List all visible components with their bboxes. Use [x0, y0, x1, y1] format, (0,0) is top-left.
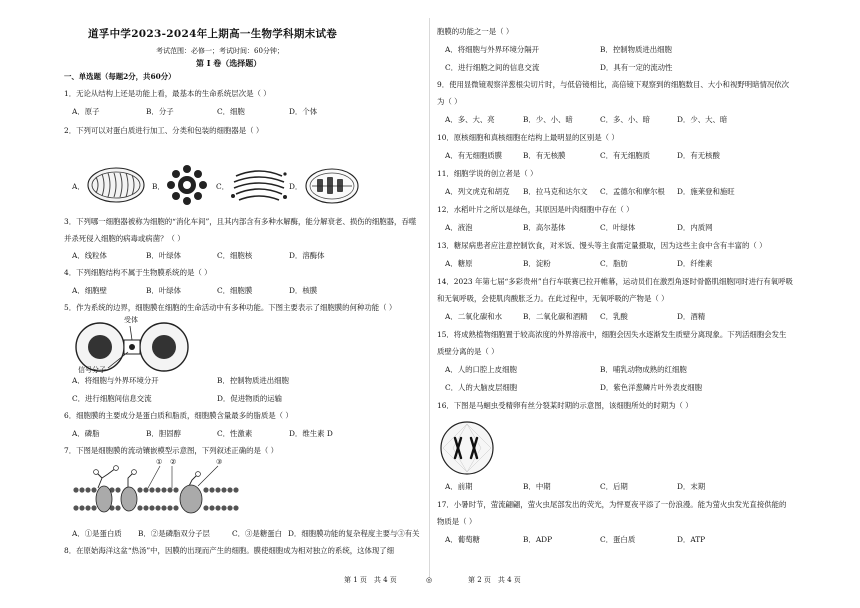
q5-option-d[interactable]: D．促进物质的运输 [217, 394, 283, 403]
golgi-apparatus-illustration [230, 166, 288, 206]
q8-option-d[interactable]: D．具有一定的流动性 [600, 63, 673, 72]
q17-option-b[interactable]: B．ADP [523, 535, 553, 544]
q9-option-d[interactable]: D．少、大、暗 [677, 115, 728, 124]
q3-option-c[interactable]: C．细胞核 [217, 251, 253, 260]
q14-option-d[interactable]: D．酒精 [677, 312, 706, 321]
question-6-stem: 6．细胞膜的主要成分是蛋白质和脂质，细胞膜含量最多的脂质是（ ） [64, 411, 293, 420]
q15-option-a[interactable]: A．人的口腔上皮细胞 [445, 365, 517, 374]
question-14-line-2: 和无氧呼吸，会使肌肉酸胀乏力。在此过程中，无氧呼吸的产物是（ ） [437, 294, 669, 303]
q12-option-d[interactable]: D．内质网 [677, 223, 713, 232]
question-3-line-1: 3．下列哪一细胞器被称为细胞的“消化车间”，且其内部含有多种水解酶，能分解衰老、损伤的细胞器，吞噬 [64, 217, 417, 226]
q6-option-c[interactable]: C．性激素 [217, 429, 253, 438]
q6-option-d[interactable]: D．维生素 D [289, 429, 333, 438]
q13-option-c[interactable]: C．脂肪 [600, 259, 628, 268]
q11-option-b[interactable]: B．拉马克和达尔文 [523, 187, 588, 196]
fluid-mosaic-model-illustration [68, 458, 243, 520]
question-16-stem: 16．下图是马蛔虫受精卵有丝分裂某时期的示意图，该细胞所处的时期为（ ） [437, 401, 693, 410]
q8-option-a[interactable]: A．将细胞与外界环境分隔开 [445, 45, 540, 54]
column-divider [429, 18, 430, 578]
q4-option-b[interactable]: B．叶绿体 [146, 286, 181, 295]
question-9-line-1: 9．使用显微镜观察洋葱根尖切片时，与低倍镜相比，高倍镜下观察到的细胞数目、大小和视野明暗情况依次 [437, 80, 790, 89]
q1-option-d[interactable]: D．个体 [289, 107, 318, 116]
mitochondrion-illustration [86, 165, 146, 205]
q1-option-a[interactable]: A．原子 [72, 107, 100, 116]
q3-option-b[interactable]: B．叶绿体 [146, 251, 181, 260]
q14-option-c[interactable]: C．乳酸 [600, 312, 628, 321]
q1-option-c[interactable]: C．细胞 [217, 107, 245, 116]
question-13-stem: 13．糖尿病患者应注意控制饮食，对米饭、馒头等主食需定量摄取，因为这些主食中含有丰富的（ ） [437, 241, 767, 250]
q2-label-c[interactable]: C． [216, 182, 230, 191]
q15-option-c[interactable]: C．人的大脑皮层细胞 [445, 383, 518, 392]
q17-option-c[interactable]: C．蛋白质 [600, 535, 636, 544]
question-2-stem: 2．下列可以对蛋白质进行加工、分类和包装的细胞器是（ ） [64, 126, 264, 135]
q10-option-c[interactable]: C．有无细胞质 [600, 151, 650, 160]
q17-option-a[interactable]: A．葡萄糖 [445, 535, 480, 544]
q13-option-b[interactable]: B．淀粉 [523, 259, 551, 268]
question-11-stem: 11．细胞学说的创立者是（ ） [437, 169, 538, 178]
q16-option-c[interactable]: C．后期 [600, 482, 628, 491]
q11-option-a[interactable]: A．列文虎克和胡克 [445, 187, 510, 196]
volume-heading: 第 I 卷（选择题） [196, 58, 262, 68]
q15-option-d[interactable]: D．紫色洋葱鳞片叶外表皮细胞 [600, 383, 703, 392]
q12-option-b[interactable]: B．高尔基体 [523, 223, 566, 232]
q3-option-a[interactable]: A．线粒体 [72, 251, 107, 260]
q10-option-b[interactable]: B．有无核膜 [523, 151, 566, 160]
question-9-line-2: 为（ ） [437, 97, 462, 106]
exam-title: 道孚中学2023-2024年上期高一生物学科期末试卷 [88, 28, 338, 40]
q9-option-b[interactable]: B．少、小、暗 [523, 115, 573, 124]
membrane-label-2: ② [170, 458, 177, 466]
page-number-right: 第 2 页 共 4 页 [468, 576, 521, 584]
q11-option-c[interactable]: C．孟德尔和摩尔根 [600, 187, 665, 196]
centriole-illustration [166, 164, 208, 208]
q4-option-a[interactable]: A．细胞壁 [72, 286, 107, 295]
q14-option-a[interactable]: A．二氧化碳和水 [445, 312, 503, 321]
mitosis-cell-illustration [439, 420, 495, 476]
chloroplast-illustration [304, 166, 360, 206]
q7-option-a[interactable]: A．①是蛋白质 [72, 529, 122, 538]
q5-option-b[interactable]: B．控制物质进出细胞 [217, 376, 289, 385]
question-8-stem: 8．在原始海洋这盆“热汤”中，因膜的出现而产生的细胞。膜使细胞成为相对独立的系统，这体现了细 [64, 546, 395, 555]
question-15-line-2: 质壁分离的是（ ） [437, 347, 499, 356]
q2-label-d[interactable]: D． [289, 182, 303, 191]
q16-option-b[interactable]: B．中期 [523, 482, 551, 491]
question-17-line-2: 物质是（ ） [437, 517, 477, 526]
membrane-label-3: ③ [216, 458, 223, 466]
q10-option-d[interactable]: D．有无核酸 [677, 151, 720, 160]
q10-option-a[interactable]: A．有无细胞质膜 [445, 151, 503, 160]
question-7-stem: 7．下图是细胞膜的流动镶嵌模型示意图，下列叙述正确的是（ ） [64, 446, 278, 455]
q7-option-b[interactable]: B．②是磷脂双分子层 [138, 529, 210, 538]
q1-option-b[interactable]: B．分子 [146, 107, 174, 116]
q9-option-a[interactable]: A．多、大、亮 [445, 115, 495, 124]
q13-option-d[interactable]: D．纤维素 [677, 259, 713, 268]
question-17-line-1: 17．小暑时节，萤流翩翩，萤火虫尾部发出的荧光，为怦夏夜平添了一份浪漫。能为萤火虫发光直接供能的 [437, 500, 787, 509]
q8-option-c[interactable]: C．进行细胞之间的信息交流 [445, 63, 540, 72]
question-15-line-1: 15．将成熟植物细胞置于较高浓度的外界溶液中，细胞会因失水逐渐发生质壁分离现象。下列活细胞会发生 [437, 330, 787, 339]
receptor-label: 受体 [124, 316, 138, 324]
q6-option-b[interactable]: B．胆固醇 [146, 429, 181, 438]
q6-option-a[interactable]: A．磷脂 [72, 429, 100, 438]
q5-option-a[interactable]: A．将细胞与外界环境分开 [72, 376, 159, 385]
q5-option-c[interactable]: C．进行细胞间信息交流 [72, 394, 152, 403]
question-1-stem: 1．无论从结构上还是功能上看，最基本的生命系统层次是（ ） [64, 89, 271, 98]
membrane-label-1: ① [156, 458, 163, 466]
q16-option-a[interactable]: A．前期 [445, 482, 473, 491]
question-10-stem: 10．原核细胞和真核细胞在结构上最明显的区别是（ ） [437, 133, 619, 142]
question-3-line-2: 并杀死侵入细胞的病毒或病菌？（ ） [64, 234, 185, 243]
question-14-line-1: 14．2023 年第七届“多彩贵州”自行车联赛已拉开帷幕，运动员们在激烈角逐时骨骼肌细胞同时进行有氧呼吸 [437, 277, 793, 286]
question-5-stem: 5．作为系统的边界，细胞膜在细胞的生命活动中有多种功能。下图主要表示了细胞膜的何种功能（ ） [64, 303, 397, 312]
q15-option-b[interactable]: B．哺乳动物成熟的红细胞 [600, 365, 687, 374]
q2-label-a[interactable]: A． [72, 182, 85, 191]
q4-option-d[interactable]: D．核膜 [289, 286, 318, 295]
q3-option-d[interactable]: D．溶酶体 [289, 251, 325, 260]
q7-option-d[interactable]: D．细胞膜功能的复杂程度主要与③有关 [288, 529, 420, 538]
q12-option-a[interactable]: A．液泡 [445, 223, 473, 232]
question-8-continued: 胞膜的功能之一是（ ） [437, 27, 514, 36]
q2-label-b[interactable]: B． [152, 182, 165, 191]
q7-option-c[interactable]: C．③是糖蛋白 [232, 529, 282, 538]
signal-molecule-label: 信号分子 [78, 366, 106, 374]
page-number-left: 第 1 页 共 4 页 [344, 576, 397, 584]
q9-option-c[interactable]: C．多、小、暗 [600, 115, 650, 124]
page-center-mark: ◎ [426, 576, 433, 584]
q12-option-c[interactable]: C．叶绿体 [600, 223, 636, 232]
q16-option-d[interactable]: D．末期 [677, 482, 706, 491]
q8-option-b[interactable]: B．控制物质进出细胞 [600, 45, 672, 54]
exam-info: 考试范围：必修一；考试时间：60分钟； [156, 47, 284, 55]
question-4-stem: 4．下列细胞结构不属于生物膜系统的是（ ） [64, 268, 212, 277]
q4-option-c[interactable]: C．细胞膜 [217, 286, 253, 295]
q14-option-b[interactable]: B．二氧化碳和酒精 [523, 312, 588, 321]
q11-option-d[interactable]: D．施莱登和施旺 [677, 187, 735, 196]
q13-option-a[interactable]: A．糖原 [445, 259, 473, 268]
section-heading: 一、单选题（每题2分，共60分） [64, 72, 176, 81]
q17-option-d[interactable]: D．ATP [677, 535, 706, 544]
question-12-stem: 12．水稻叶片之所以是绿色，其原因是叶肉细胞中存在（ ） [437, 205, 634, 214]
